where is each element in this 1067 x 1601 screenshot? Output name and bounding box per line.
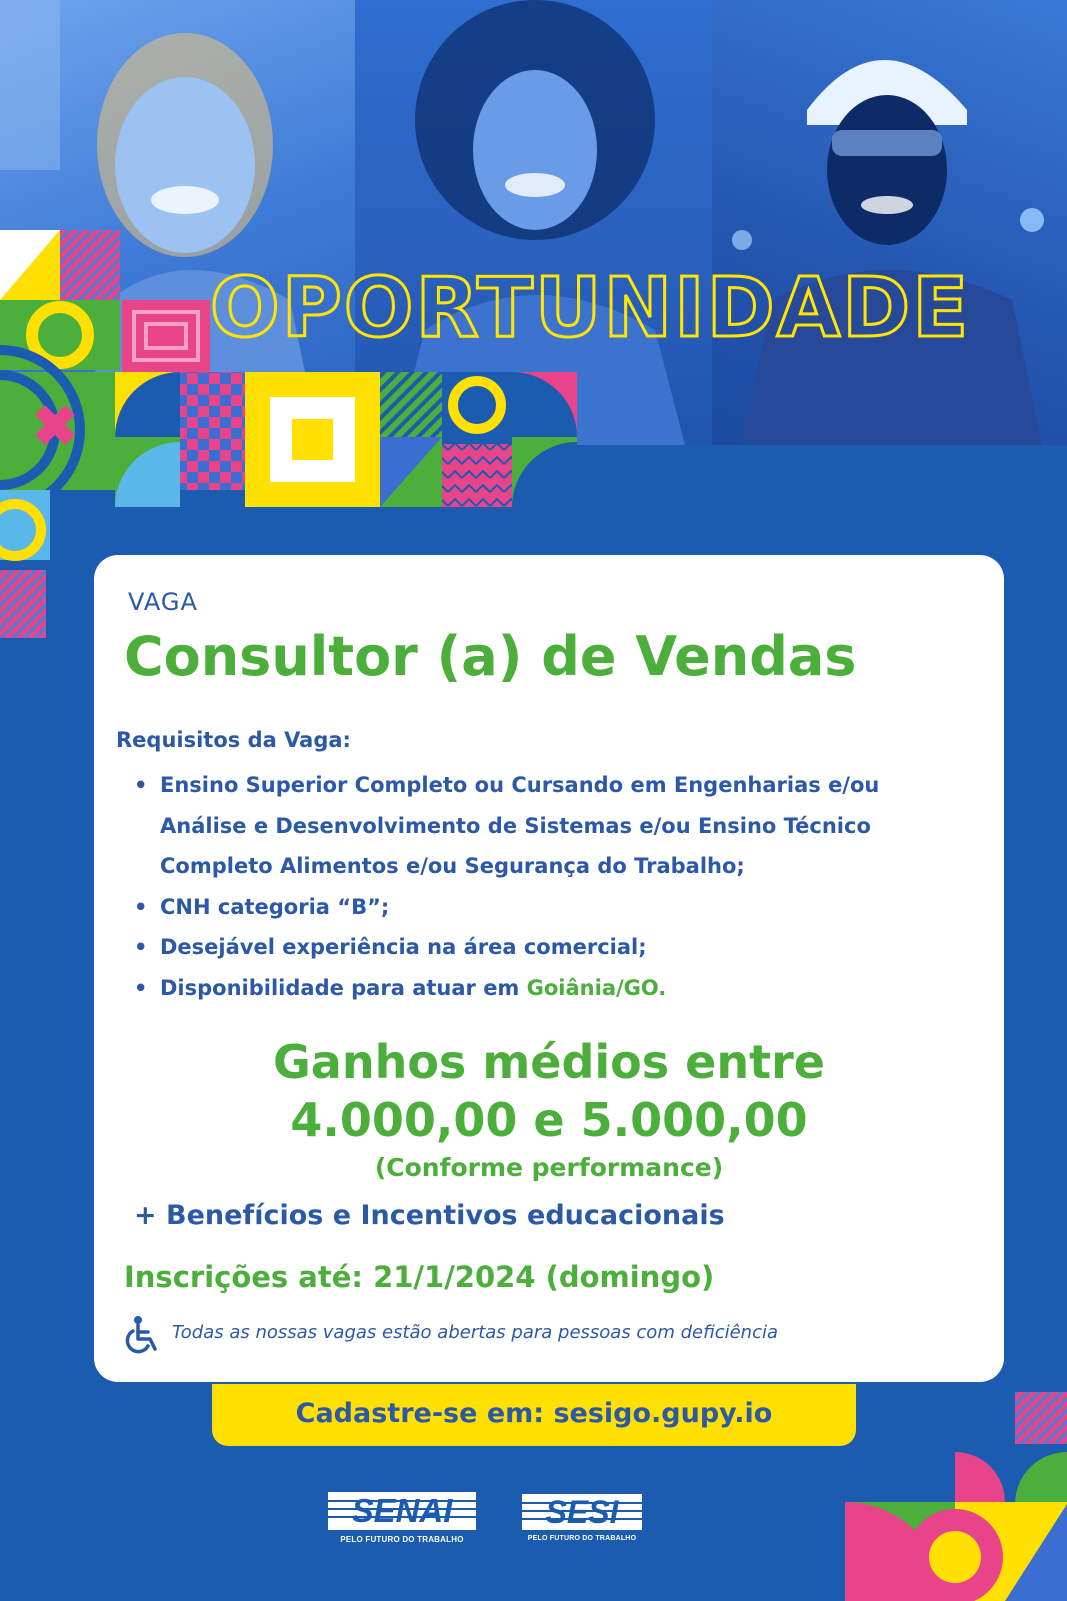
sesi-logo-mark (522, 1494, 642, 1530)
requirement-item-location (134, 968, 964, 1009)
wheelchair-icon (124, 1315, 160, 1355)
requirement-item: • Ensino Superior Completo ou Cursando em Engenharias e/ou Análise e Desenvolvimento de Sistemas e/ou Ensino Técnico Completo Alimentos e/ou Segurança do Trabalho; (134, 765, 964, 887)
senai-logo-mark (328, 1492, 476, 1530)
sesi-logo (522, 1494, 642, 1542)
earnings-heading: Ganhos médios entre (273, 1035, 825, 1089)
job-title: Consultor (a) de Vendas (124, 625, 857, 688)
senai-logo-word: SENAI (351, 1492, 453, 1529)
signup-banner[interactable] (212, 1384, 856, 1446)
requirements-list (134, 765, 964, 1008)
location-city: Goiânia/GO. (526, 975, 667, 1000)
earnings-note: (Conforme performance) (374, 1153, 724, 1182)
location-prefix: Disponibilidade para atuar em (160, 975, 527, 1000)
signup-link-text[interactable]: Cadastre-se em: sesigo.gupy.io (295, 1398, 773, 1429)
senai-tagline: PELO FUTURO DO TRABALHO (340, 1535, 464, 1544)
deadline-text: Inscrições até: 21/1/2024 (domingo) (124, 1260, 715, 1294)
requirement-item: • Desejável experiência na área comercial; (134, 927, 964, 968)
vaga-label: VAGA (128, 588, 198, 616)
sesi-tagline: PELO FUTURO DO TRABALHO (527, 1535, 637, 1542)
accessibility-note: Todas as nossas vagas estão abertas para pessoas com deficiência (172, 1322, 779, 1343)
earnings-range: 4.000,00 e 5.000,00 (290, 1093, 808, 1147)
sesi-logo-word: SESI (545, 1494, 619, 1530)
job-card (94, 555, 1004, 1382)
photo-man-hardhat (712, 0, 1067, 445)
requirement-item: • CNH categoria “B”; (134, 887, 964, 928)
headline-oportunidade: OPORTUNIDADE (210, 261, 971, 356)
geometric-pattern-bottom-right (845, 1392, 1067, 1601)
benefits-text: + Benefícios e Incentivos educacionais (134, 1200, 725, 1231)
senai-logo (328, 1492, 476, 1544)
requirements-title: Requisitos da Vaga: (116, 728, 351, 752)
